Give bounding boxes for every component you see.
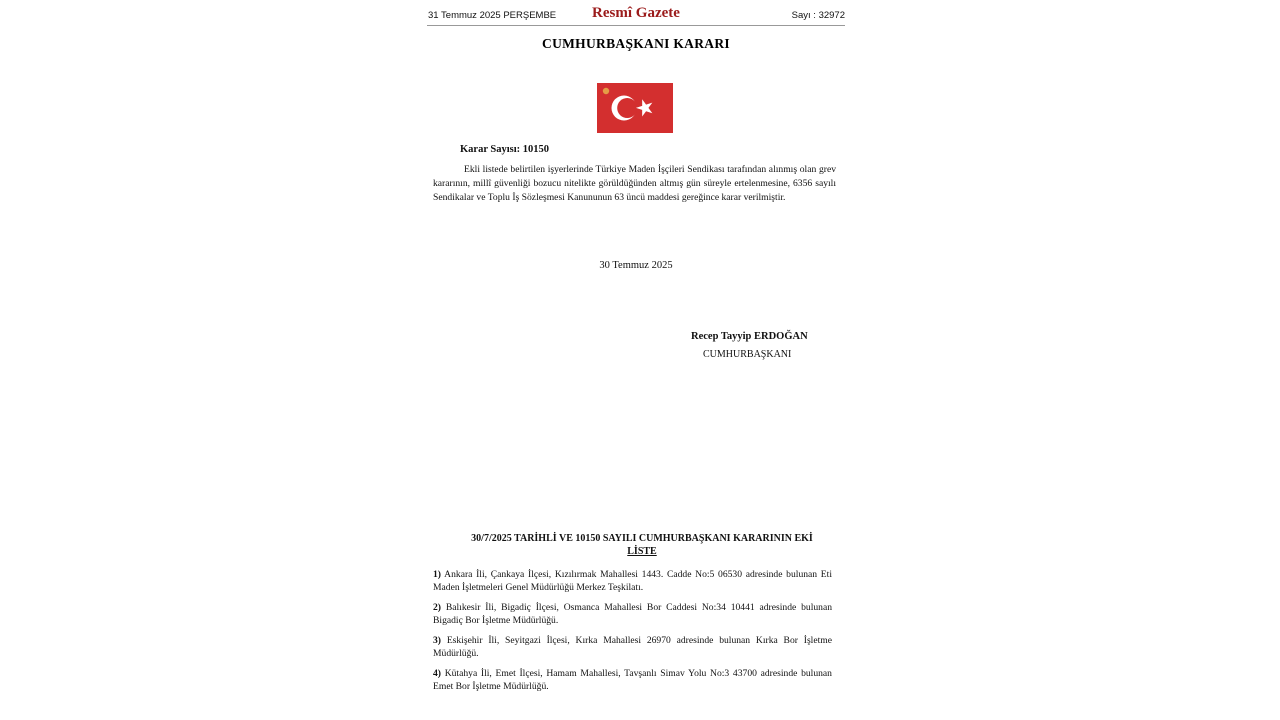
list-item	[433, 667, 832, 693]
gazette-header	[427, 3, 845, 26]
list-item	[433, 634, 832, 660]
annex-list	[433, 568, 832, 700]
decision-date: 30 Temmuz 2025	[599, 260, 673, 271]
signer-name: Recep Tayyip ERDOĞAN	[691, 331, 808, 342]
header-date: 31 Temmuz 2025 PERŞEMBE	[428, 10, 557, 21]
list-item-text: Kütahya İli, Emet İlçesi, Hamam Mahallesi, Tavşanlı Simav Yolu No:3 43700 adresinde bulunan Emet Bor İşletme Müdürlüğü.	[433, 668, 832, 692]
list-item	[433, 601, 832, 627]
decision-number: Karar Sayısı: 10150	[460, 144, 550, 155]
list-item-number: 4)	[433, 668, 441, 679]
issue-number: Sayı : 32972	[791, 10, 845, 21]
list-item-text: Balıkesir İli, Bigadiç İlçesi, Osmanca Mahallesi Bor Caddesi No:34 10441 adresinde bulunan Bigadiç Bor İşletme Müdürlüğü.	[433, 602, 833, 626]
annex-subtitle: LİSTE	[627, 546, 657, 557]
document-title: CUMHURBAŞKANI KARARI	[542, 36, 730, 51]
annex-heading: 30/7/2025 TARİHLİ VE 10150 SAYILI CUMHURBAŞKANI KARARININ EKİ	[471, 533, 813, 544]
list-item-number: 3)	[433, 635, 441, 646]
annex-title	[455, 532, 829, 558]
signer-title: CUMHURBAŞKANI	[703, 349, 792, 360]
list-item	[433, 568, 832, 594]
list-item-number: 1)	[433, 569, 441, 580]
list-item-text: Eskişehir İli, Seyitgazi İlçesi, Kırka Mahallesi 26970 adresinde bulunan Kırka Bor İşletme Müdürlüğü.	[433, 635, 832, 659]
turkish-flag-icon	[597, 83, 673, 133]
decision-body: Ekli listede belirtilen işyerlerinde Türkiye Maden İşçileri Sendikası tarafından alınmış olan grev kararının, millî güvenliği bozucu nitelikte görüldüğünden altmış gün süreyle ertelenmesine, 6356 sayılı Sendikalar ve Toplu İş Sözleşmesi Kanununun 63 üncü maddesi gereğince karar verilmiştir.	[433, 164, 836, 204]
gazette-page	[425, 0, 847, 720]
list-item-text: Ankara İli, Çankaya İlçesi, Kızılırmak Mahallesi 1443. Cadde No:5 06530 adresinde bulunan Eti Maden İşletmeleri Genel Müdürlüğü Merkez Teşkilatı.	[433, 569, 832, 593]
list-item-number: 2)	[433, 602, 441, 613]
gazette-title: Resmî Gazete	[592, 5, 680, 21]
